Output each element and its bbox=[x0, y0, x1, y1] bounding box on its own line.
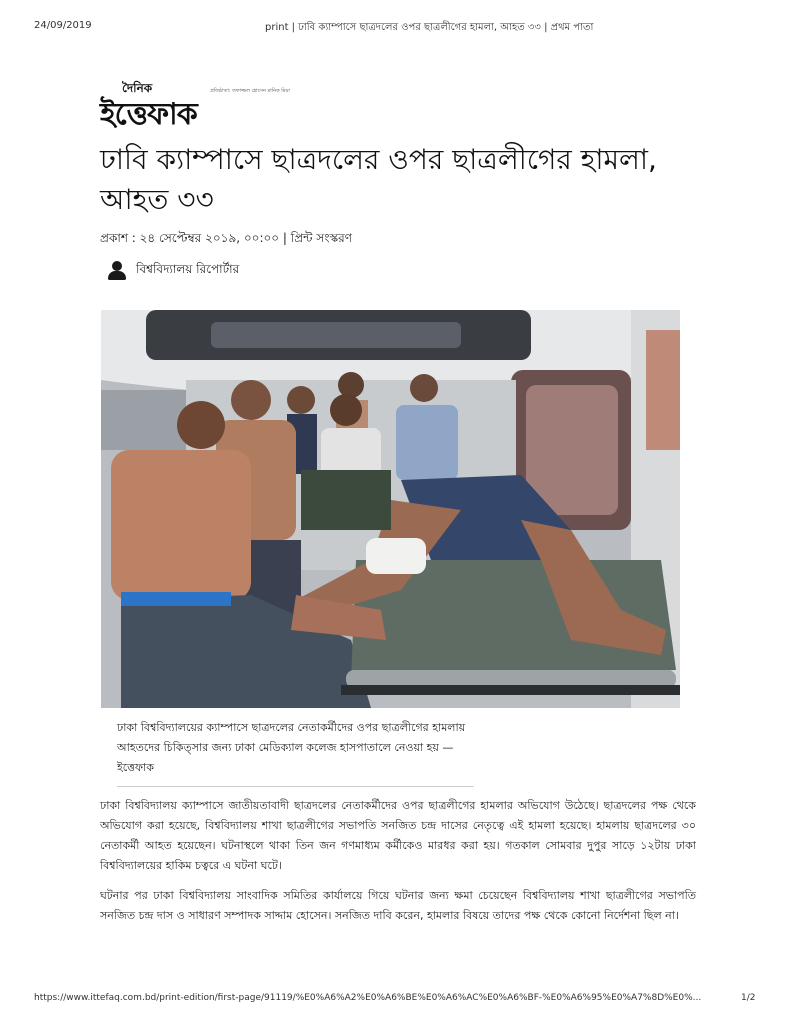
logo-name-text: ইত্তেফাক bbox=[100, 97, 197, 132]
print-page-title: print | ঢাবি ক্যাম্পাসে ছাত্রদলের ওপর ছাত্রলীগের হামলা, আহত ৩৩ | প্রথম পাতা bbox=[265, 22, 594, 33]
article-paragraph: ঢাকা বিশ্ববিদ্যালয় ক্যাম্পাসে জাতীয়তাবাদী ছাত্রদলের নেতাকর্মীদের ওপর ছাত্রলীগের হামলার অভিযোগ উঠেছে। ছাত্রদলের পক্ষ থেকে অভিযোগ করা হয়েছে, বিশ্ববিদ্যালয় শাখা ছাত্রলীগের সভাপতি সনজিত চন্দ্র দাসের নেতৃত্বে এই হামলা হয়েছে। হামলায় ছাত্রদলের ৩০ নেতাকর্মী আহত হয়েছেন। ঘটনাস্থলে থাকা তিন জন গণমাধ্যম কর্মীকেও মারধর করা হয়। গতকাল সোমবার দুপুর সাড়ে ১২টায় ঢাকা বিশ্ববিদ্যালয়ের হাকিম চত্বরে এ ঘটনা ঘটে। bbox=[100, 799, 696, 872]
print-date: 24/09/2019 bbox=[34, 20, 92, 31]
article-photo bbox=[101, 310, 680, 708]
caption-divider bbox=[117, 786, 474, 787]
logo-daily-text: দৈনিক bbox=[122, 81, 153, 95]
author-name: বিশ্ববিদ্যালয় রিপোর্টার bbox=[136, 262, 240, 276]
user-icon bbox=[108, 261, 126, 281]
logo-tagline: প্রতিষ্ঠাতা: তফাজ্জল হোসেন মানিক মিয়া bbox=[210, 88, 290, 94]
print-url: https://www.ittefaq.com.bd/print-edition/first-page/91119/%E0%A6%A2%E0%A6%BE%E0%A6%AC%E0%A6%BF-%E0%A6%95%E0%A7%8D%E0%... bbox=[34, 993, 702, 1003]
publish-info: প্রকাশ : ২৪ সেপ্টেম্বর ২০১৯, ০০:০০ | প্রিন্ট সংস্করণ bbox=[100, 231, 353, 245]
page-number: 1/2 bbox=[741, 993, 756, 1003]
ittefaq-logo bbox=[100, 80, 290, 132]
article-paragraph: ঘটনার পর ঢাকা বিশ্ববিদ্যালয় সাংবাদিক সমিতির কার্যালয়ে গিয়ে ঘটনার জন্য ক্ষমা চেয়েছেন বিশ্ববিদ্যালয় শাখা ছাত্রলীগের সভাপতি সনজিত চন্দ্র দাস ও সাধারণ সম্পাদক সাদ্দাম হোসেন। সনজিত দাবি করেন, হামলার বিষয়ে তাদের পক্ষ থেকে কোনো নির্দেশনা ছিল না। bbox=[100, 889, 696, 922]
article-headline: ঢাবি ক্যাম্পাসে ছাত্রদলের ওপর ছাত্রলীগের হামলা, আহত ৩৩ bbox=[100, 143, 657, 216]
photo-caption: ঢাকা বিশ্ববিদ্যালয়ের ক্যাম্পাসে ছাত্রদলের নেতাকর্মীদের ওপর ছাত্রলীগের হামলায় আহতদের চিকিত্সার জন্য ঢাকা মেডিক্যাল কলেজ হাসপাতালে নেওয়া হয় —ইত্তেফাক bbox=[117, 721, 466, 774]
author-byline bbox=[108, 260, 239, 282]
